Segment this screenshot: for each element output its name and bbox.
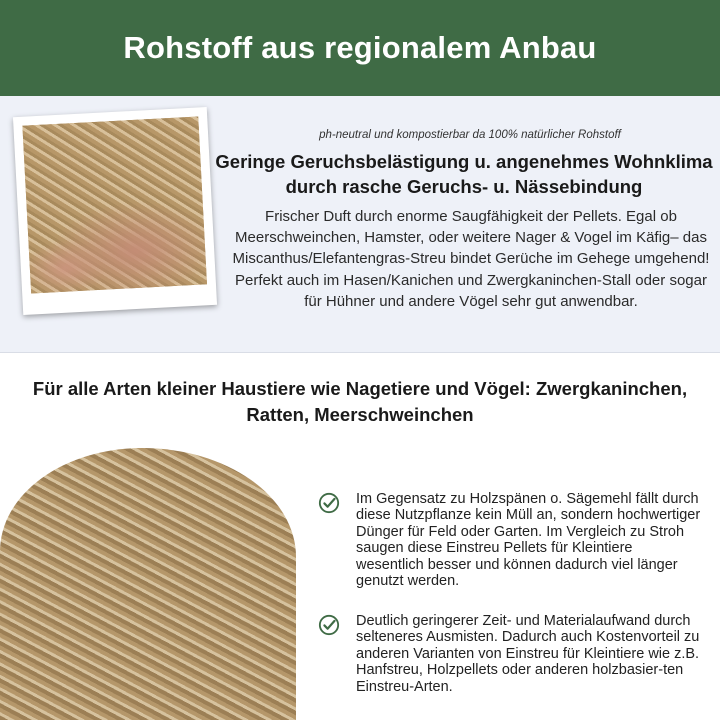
check-circle-icon: [318, 614, 340, 636]
check-circle-icon: [318, 492, 340, 514]
benefit-text: Im Gegensatz zu Holzspänen o. Sägemehl fällt durch diese Nutzpflanze kein Müll an, sondern hochwertiger Dünger für Feld oder Garten. Im Vergleich zu Stroh saugen diese Einstreu Pellets für Kleintiere wesentlich besser und können dadurch viel länger genutzt werden.: [356, 491, 701, 590]
benefit-text: Deutlich geringerer Zeit- und Materialaufwand durch selteneres Ausmisten. Dadurch auch Kostenvorteil zu anderen Varianten von Einstreu für Kleintiere wie z.B. Hanfstreu, Holzpellets oder anderen holzbasier-ten Einstreu-Arten.: [356, 613, 700, 695]
intro-subline: ph-neutral und kompostierbar da 100% natürlicher Rohstoff: [319, 129, 621, 141]
polaroid-photo-frame: [13, 107, 217, 315]
intro-description: Frischer Duft durch enorme Saugfähigkeit der Pellets. Egal ob Meerschweinchen, Hamster, oder weitere Nager & Vogel im Käfig– das Miscanthus/Elefantengras-Streu bindet Gerüche im Gehege umgehend! Perfekt auch im Hasen/Kanichen und Zwergkaninchen-Stall oder sogar für Hühner und andere Vögel sehr gut anwendbar.: [232, 208, 710, 310]
header-banner: [0, 0, 720, 96]
pellet-pile-image: [0, 448, 296, 720]
section-heading: Für alle Arten kleiner Haustiere wie Nagetiere und Vögel: Zwergkaninchen, Ratten, Meerschweinchen: [32, 378, 688, 425]
page-title: Rohstoff aus regionalem Anbau: [123, 30, 597, 65]
hand-with-pellets-image: [22, 117, 207, 294]
intro-heading: Geringe Geruchsbelästigung u. angenehmes Wohnklima durch rasche Geruchs- u. Nässebindung: [215, 151, 713, 197]
